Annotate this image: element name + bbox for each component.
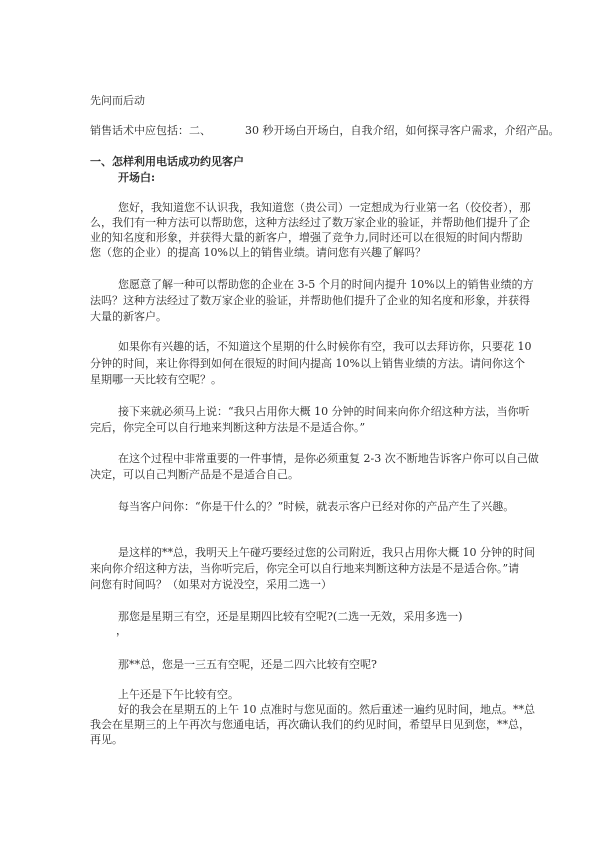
opening-label: 开场白: — [118, 171, 156, 184]
paragraph-line: 上午还是下午比较有空。 — [118, 688, 239, 701]
stray-mark: ， — [116, 624, 127, 637]
intro-text: 30 秒开场白开场白，自我介绍，如何探寻客户需求，介绍产品。 — [245, 124, 560, 137]
paragraph-line: 如果你有兴趣的话，不知道这个星期的什么时候你有空，我可以去拜访你，只要花 10 — [118, 340, 532, 353]
paragraph-line: 您好，我知道您不认识我，我知道您（贵公司）一定想成为行业第一名（佼佼者），那 — [118, 201, 531, 214]
paragraph-line: 业的知名度和形象，并获得大量的新客户，增强了竞争力,同时还可以在很短的时间内帮助 — [90, 231, 523, 244]
paragraph-line: 决定，可以自己判断产品是不是适合自己。 — [90, 468, 299, 481]
paragraph-line: 大量的新客户。 — [90, 310, 167, 323]
paragraph-line: 您愿意了解一种可以帮助您的企业在 3-5 个月的时间内提升 10%以上的销售业绩的方 — [118, 278, 534, 291]
paragraph-line: 问您有时间吗？（如果对方说没空，采用二选一） — [90, 578, 332, 591]
paragraph-line: 好的我会在星期五的上午 10 点准时与您见面的。然后重述一遍约见时间，地点。**总 — [118, 703, 535, 716]
paragraph-line: 在这个过程中非常重要的一件事情，是你必须重复 2-3 次不断地告诉客户你可以自己做 — [118, 452, 539, 465]
doc-title: 先问而后动 — [90, 94, 145, 107]
paragraph-line: 法吗？这种方法经过了数万家企业的验证，并帮助他们提升了企业的知名度和形象，并获得 — [90, 294, 530, 307]
paragraph-line: 您（您的企业）的提高 10%以上的销售业绩。请问您有兴趣了解吗？ — [90, 246, 426, 259]
paragraph-line: 每当客户问你：“你是干什么的？”时候，就表示客户已经对你的产品产生了兴趣。 — [118, 500, 515, 513]
paragraph-line: 那您是星期三有空，还是星期四比较有空呢?(二选一无效，采用多选一) — [118, 610, 463, 623]
paragraph-line: 那**总，您是一三五有空呢，还是二四六比较有空呢? — [118, 658, 377, 671]
paragraph-line: 我会在星期三的上午再次与您通电话，再次确认我们的约见时间，希望早日见到您，**总， — [90, 718, 530, 731]
paragraph-line: 是这样的**总，我明天上午碰巧要经过您的公司附近，我只占用你大概 10 分钟的时间 — [118, 546, 535, 559]
paragraph-line: 分钟的时间，来让你得到如何在很短的时间内提高 10%以上销售业绩的方法。请问你这个 — [90, 357, 525, 370]
paragraph-line: 完后，你完全可以自行地来判断这种方法是不是适合你。” — [90, 421, 366, 434]
paragraph-line: 么，我们有一种方法可以帮助您，这种方法经过了数万家企业的验证，并帮助他们提升了企 — [90, 216, 530, 229]
paragraph-line: 来向你介绍这种方法，当你听完后，你完全可以自行地来判断这种方法是不是适合你。”请 — [90, 562, 520, 575]
intro-label: 销售话术中应包括：二、 — [90, 124, 211, 137]
paragraph-line: 再见。 — [90, 733, 123, 746]
paragraph-line: 星期哪一天比较有空呢？。 — [90, 373, 222, 386]
paragraph-line: 接下来就必须马上说：“我只占用你大概 10 分钟的时间来向你介绍这种方法，当你听 — [118, 405, 530, 418]
section-heading: 一、怎样利用电话成功约见客户 — [90, 155, 244, 168]
